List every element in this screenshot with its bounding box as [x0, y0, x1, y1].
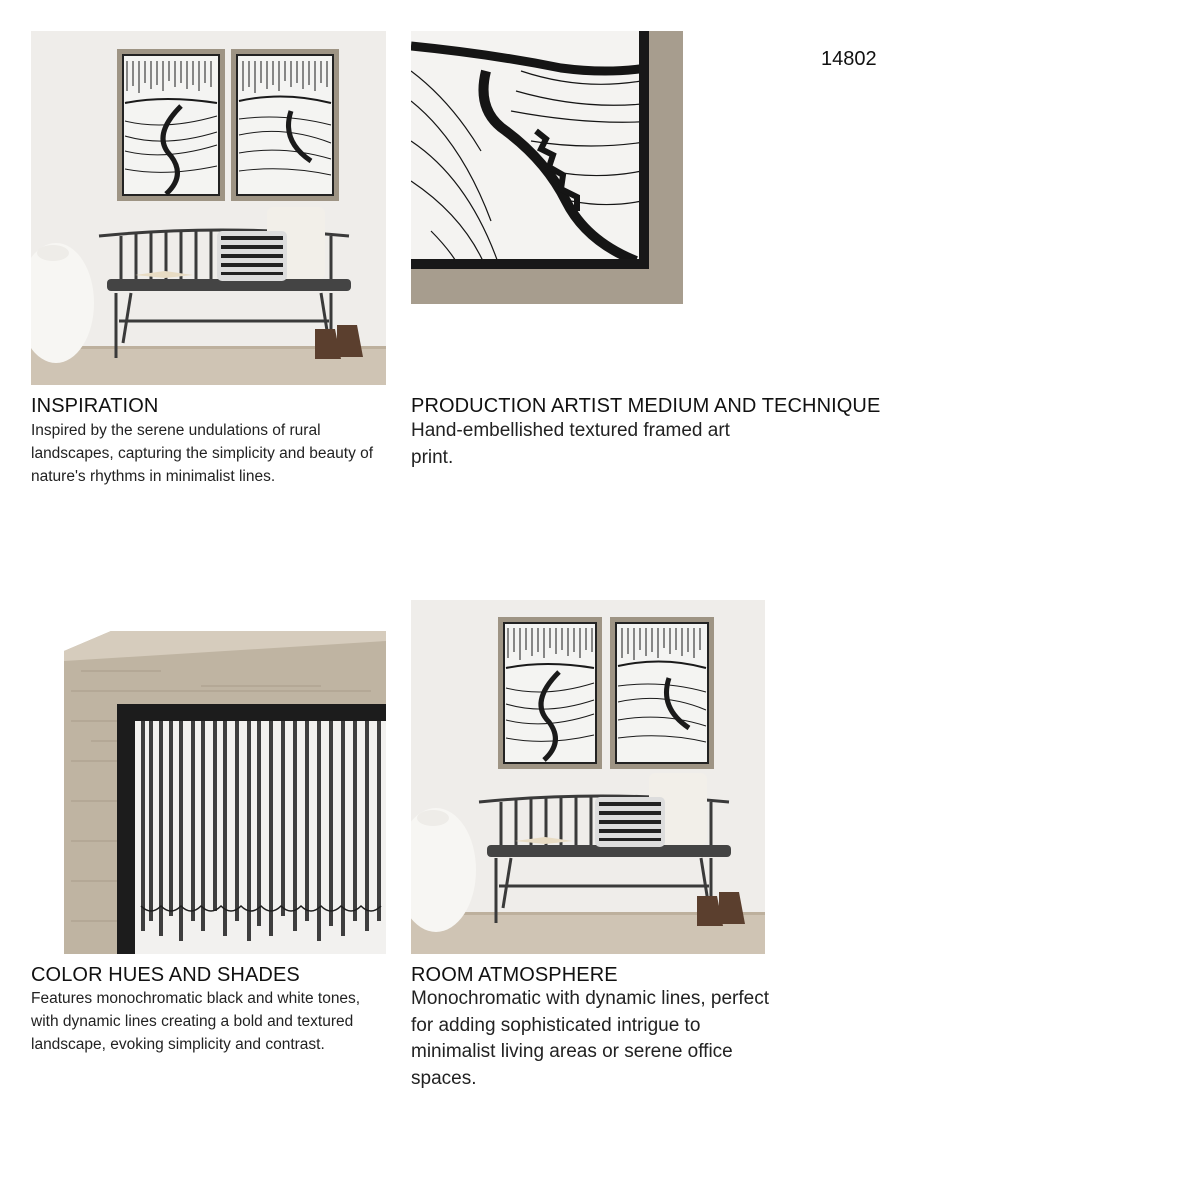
inspiration-text: Inspired by the serene undulations of rural landscapes, capturing the simplicity and beauty of nature's rhythms in minimalist lines. — [31, 422, 374, 485]
production-heading: PRODUCTION ARTIST MEDIUM AND TECHNIQUE — [411, 395, 881, 417]
color-heading: COLOR HUES AND SHADES — [31, 964, 300, 986]
color-text: Features monochromatic black and white tones, with dynamic lines creating a bold and textured landscape, evoking simplicity and contrast. — [31, 990, 361, 1053]
room-scene-image-bottom — [411, 600, 765, 954]
room-atmosphere-text: Monochromatic with dynamic lines, perfect for adding sophisticated intrigue to minimalist living areas or serene office spaces. — [411, 988, 769, 1089]
room-scene-image-top — [31, 31, 386, 385]
product-code: 14802 — [821, 48, 877, 70]
artwork-detail-image — [411, 31, 683, 304]
room-atmosphere-heading: ROOM ATMOSPHERE — [411, 964, 618, 986]
inspiration-heading: INSPIRATION — [31, 395, 159, 417]
frame-corner-image — [31, 631, 386, 954]
production-text: Hand-embellished textured framed art print. — [411, 420, 730, 468]
